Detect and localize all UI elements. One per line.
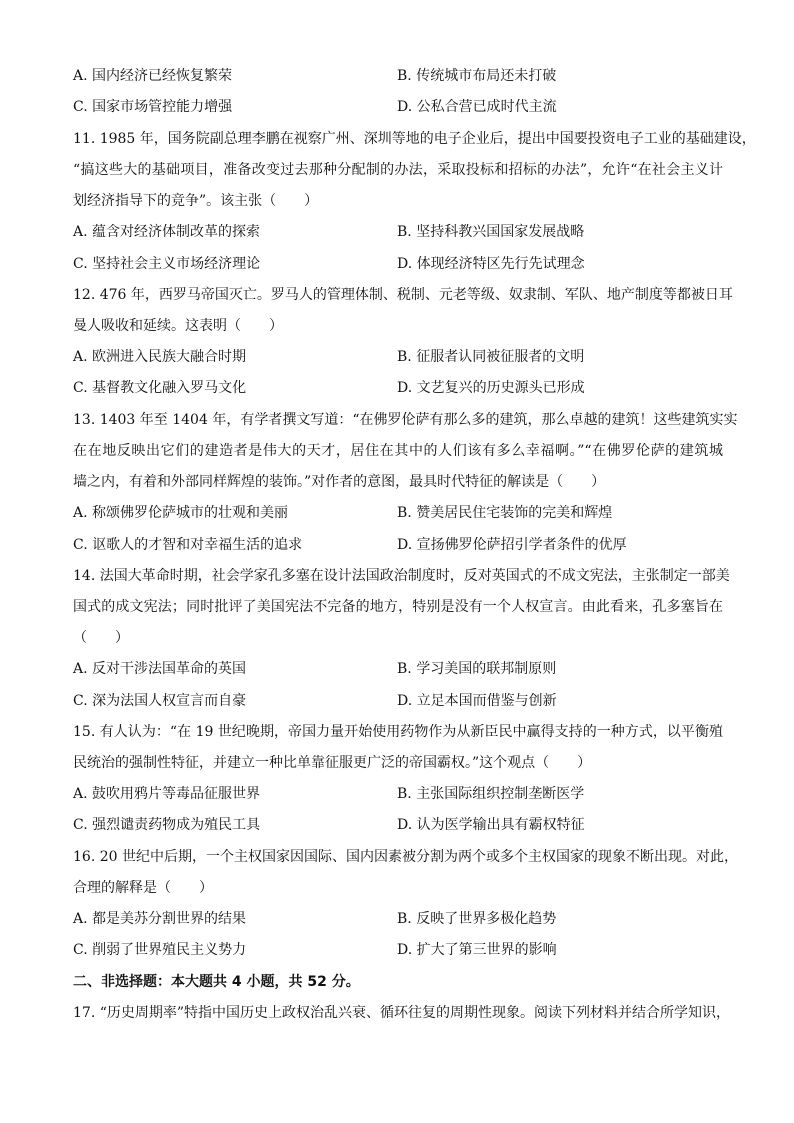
- q13-stem-line-2: 在在地反映出它们的建造者是伟大的天才，居住在其中的人们该有多么幸福啊。”“在佛罗伦萨的建筑城: [73, 443, 723, 459]
- q15-stem-line-2: 民统治的强制性特征，并建立一种比单靠征服更广泛的帝国霸权。”这个观点（ ）: [73, 755, 592, 771]
- prev-option-d: D. 公私合营已成时代主流: [397, 99, 557, 115]
- q16-stem-line-2: 合理的解释是（ ）: [73, 880, 213, 896]
- q12-option-a: A. 欧洲进入民族大融合时期: [73, 349, 247, 365]
- q16-option-b: B. 反映了世界多极化趋势: [397, 911, 557, 927]
- q12-stem-line-2: 曼人吸收和延续。这表明（ ）: [73, 318, 283, 334]
- q15-option-c: C. 强烈谴责药物成为殖民工具: [73, 817, 261, 833]
- q15-option-d: D. 认为医学输出具有霸权特征: [397, 817, 585, 833]
- q11-stem-line-1: 11. 1985 年，国务院副总理李鹏在视察广州、深圳等地的电子企业后，提出中国要投资电子工业的基础建设，: [73, 131, 756, 147]
- q13-option-b: B. 赞美居民住宅装饰的完美和辉煌: [397, 505, 613, 521]
- q13-option-a: A. 称颂佛罗伦萨城市的壮观和美丽: [73, 505, 289, 521]
- prev-option-c: C. 国家市场管控能力增强: [73, 99, 233, 115]
- q13-option-d: D. 宣扬佛罗伦萨招引学者条件的优厚: [397, 537, 627, 553]
- q14-option-c: C. 深为法国人权宣言而自豪: [73, 693, 247, 709]
- q13-stem-line-1: 13. 1403 年至 1404 年，有学者撰文写道：“在佛罗伦萨有那么多的建筑，那么卓越的建筑！这些建筑实实: [73, 412, 738, 428]
- q11-option-b: B. 坚持科教兴国国家发展战略: [397, 224, 585, 240]
- prev-option-a: A. 国内经济已经恢复繁荣: [73, 68, 233, 84]
- q15-stem-line-1: 15. 有人认为：“在 19 世纪晚期，帝国力量开始使用药物作为从新臣民中赢得支持的一种方式，以平衡殖: [73, 724, 723, 740]
- q14-stem-line-2: 国式的成文宪法；同时批评了美国宪法不完备的地方，特别是没有一个人权宣言。由此看来，孔多塞旨在: [73, 599, 723, 615]
- q11-option-c: C. 坚持社会主义市场经济理论: [73, 256, 261, 272]
- q12-option-c: C. 基督教文化融入罗马文化: [73, 380, 247, 396]
- q15-option-b: B. 主张国际组织控制垄断医学: [397, 786, 585, 802]
- prev-option-b: B. 传统城市布局还未打破: [397, 68, 557, 84]
- q14-stem-line-3: （ ）: [73, 630, 129, 646]
- q14-option-b: B. 学习美国的联邦制原则: [397, 661, 557, 677]
- q15-option-a: A. 鼓吹用鸦片等毒品征服世界: [73, 786, 261, 802]
- q12-option-d: D. 文艺复兴的历史源头已形成: [397, 380, 585, 396]
- q16-option-d: D. 扩大了第三世界的影响: [397, 942, 557, 958]
- q11-stem-line-2: “搞这些大的基础项目，准备改变过去那种分配制的办法，采取投标和招标的办法”，允许“在社会主义计: [73, 162, 723, 178]
- q16-stem-line-1: 16. 20 世纪中后期，一个主权国家因国际、国内因素被分割为两个或多个主权国家的现象不断出现。对此，: [73, 849, 738, 865]
- q14-stem-line-1: 14. 法国大革命时期，社会学家孔多塞在设计法国政治制度时，反对英国式的不成文宪法，主张制定一部美: [73, 568, 730, 584]
- q11-option-a: A. 蕴含对经济体制改革的探索: [73, 224, 261, 240]
- section-2-heading: 二、非选择题：本大题共 4 小题，共 52 分。: [73, 974, 360, 990]
- q11-stem-line-3: 划经济指导下的竞争”。该主张（ ）: [73, 193, 319, 209]
- q16-option-c: C. 削弱了世界殖民主义势力: [73, 942, 247, 958]
- q13-stem-line-3: 墙之内，有着和外部同样辉煌的装饰。”对作者的意图，最具时代特征的解读是（ ）: [73, 474, 606, 490]
- q13-option-c: C. 讴歌人的才智和对幸福生活的追求: [73, 537, 303, 553]
- q12-stem-line-1: 12. 476 年，西罗马帝国灭亡。罗马人的管理体制、税制、元老等级、奴隶制、军队、地产制度等都被日耳: [73, 287, 733, 303]
- q14-option-a: A. 反对干涉法国革命的英国: [73, 661, 247, 677]
- q16-option-a: A. 都是美苏分割世界的结果: [73, 911, 247, 927]
- q14-option-d: D. 立足本国而借鉴与创新: [397, 693, 557, 709]
- q17-stem-line-1: 17. “历史周期率”特指中国历史上政权治乱兴衰、循环往复的周期性现象。阅读下列材料并结合所学知识，: [73, 1005, 731, 1021]
- q11-option-d: D. 体现经济特区先行先试理念: [397, 256, 585, 272]
- q12-option-b: B. 征服者认同被征服者的文明: [397, 349, 585, 365]
